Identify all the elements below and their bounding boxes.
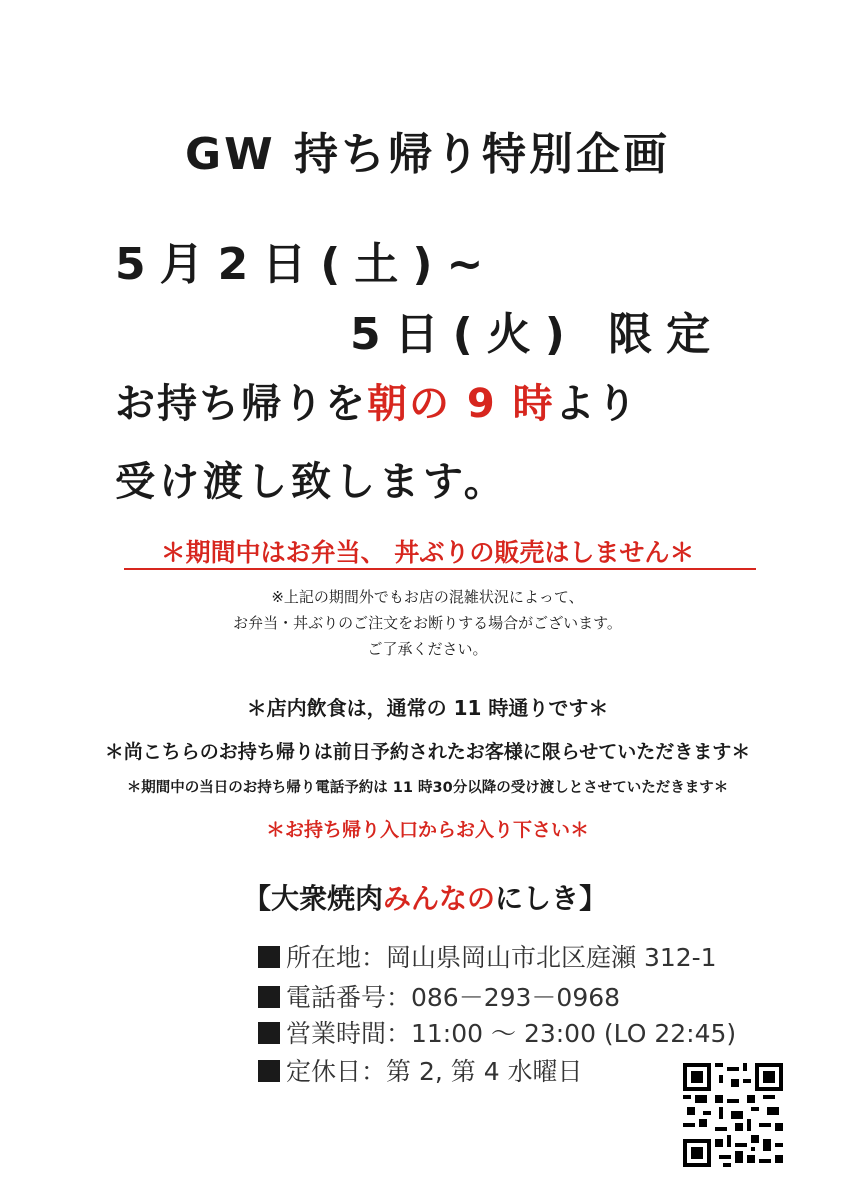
page-title: GW 持ち帰り特別企画 — [185, 129, 670, 180]
black-square-icon — [258, 946, 280, 968]
black-square-icon — [258, 1022, 280, 1044]
black-square-icon — [258, 1060, 280, 1082]
bracket-open: 【 — [243, 882, 272, 915]
shop-name — [243, 877, 607, 917]
detail-address — [258, 938, 717, 974]
no-bento-warning: ＊期間中はお弁当、 丼ぶりの販売はしません＊ — [160, 538, 695, 567]
phone-reservation-note: ＊期間中の当日のお持ち帰り電話予約は 11 時30分以降の受け渡しとさせていただきます＊ — [126, 780, 729, 796]
note-line: ※上記の期間外でもお店の混雑状況によって、 — [271, 588, 584, 606]
note-line: ご了承ください。 — [367, 640, 488, 658]
shop-name-a: 大衆焼肉 — [271, 882, 384, 915]
detail-text: 電話番号：086－293－0968 — [286, 983, 621, 1012]
date-range-start: 5月2日(土)~ — [115, 239, 498, 290]
pickup-time-line — [115, 372, 639, 429]
detail-hours — [258, 1014, 736, 1050]
black-square-icon — [258, 986, 280, 1008]
detail-text: 営業時間：11:00 ～ 23:00 (LO 22:45) — [286, 1019, 737, 1048]
pickup-line-2: 受け渡し致します。 — [115, 459, 508, 505]
bracket-close: 】 — [579, 882, 608, 915]
reservation-note: ＊尚こちらのお持ち帰りは前日予約されたお客様に限らせていただきます＊ — [104, 741, 751, 763]
pickup-text-a: お持ち帰りを — [115, 381, 367, 427]
note-line: お弁当・丼ぶりのご注文をお断りする場合がございます。 — [233, 614, 622, 632]
dine-in-note: ＊店内飲食は，通常の 11 時通りです＊ — [246, 696, 609, 720]
shop-name-b: にしき — [495, 882, 580, 915]
detail-holiday — [258, 1052, 583, 1088]
warning-underline — [124, 568, 756, 570]
detail-text: 定休日：第 2, 第 4 水曜日 — [286, 1057, 583, 1086]
entrance-note: ＊お持ち帰り入口からお入り下さい＊ — [265, 819, 589, 841]
detail-text: 所在地：岡山県岡山市北区庭瀬 312-1 — [286, 943, 717, 972]
pickup-text-b: より — [554, 381, 639, 427]
date-range-end: 5日(火) 限定 — [350, 309, 725, 360]
pickup-time-highlight: 朝の 9 時 — [367, 381, 555, 427]
qr-code-icon[interactable] — [683, 1063, 783, 1167]
shop-name-red: みんなの — [383, 882, 496, 915]
detail-phone — [258, 978, 620, 1014]
